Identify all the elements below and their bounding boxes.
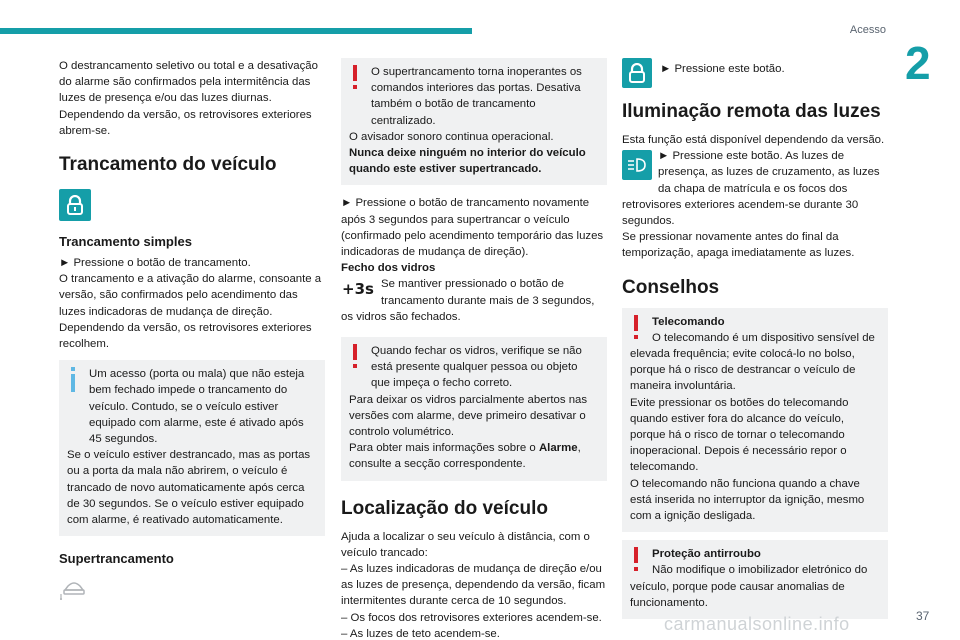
intro-paragraph: O destrancamento seletivo ou total e a desativação do alarme são confirmados pela intermitência das luzes de presença e/ou das luzes diurnas. [59,60,318,105]
column-2 [341,58,607,640]
car-locate-icon [622,58,652,88]
top-accent-bar [0,28,472,34]
heading-super-locking: Supertrancamento [59,551,174,567]
remote-text: O telecomando é um dispositivo sensível de elevada frequência; evite colocá-lo no bolso, porque há o risco de destrancar o veículo de maneira involuntária. [630,331,875,393]
page-number: 37 [916,609,930,623]
press-button-text: ► Pressione este botão. [660,63,785,75]
info-icon [67,367,79,393]
warning-windows-text-3: Para obter mais informações sobre o Alarme, consulte a secção correspondente. [349,442,581,471]
warning-icon [349,344,361,370]
simple-text: O trancamento e a ativação do alarme, consoante a versão, são confirmados pelo acendimento das luzes indicadoras de mudança de direção. [59,273,322,318]
info-box [59,360,325,536]
warning-text-2: O avisador sonoro continua operacional. [349,130,554,143]
lighting-text-2: Se pressionar novamente antes do final da temporização, apaga imediatamente as luzes. [622,231,855,260]
simple-text-2: Dependendo da versão, os retrovisores exteriores recolhem. [59,321,312,351]
info-text: Um acesso (porta ou mala) que não esteja bem fechado impede o trancamento do veículo. Contudo, se o veículo estiver equipado com alarme, este é ativado após 45 segundos. [89,368,305,446]
intro-paragraph-2: Dependendo da versão, os retrovisores exteriores abrem-se. [59,108,312,137]
windows-title: Fecho dos vidros [341,262,436,275]
lighting-text: Esta função está disponível dependendo da versão. [622,134,885,146]
locate-item: – Os focos dos retrovisores exteriores acendem-se. [341,611,602,624]
warning-text: O supertrancamento torna inoperantes os comandos interiores das portas. Desativa também o botão de trancamento centralizado. [371,66,582,127]
heading-simple-locking: Trancamento simples [59,234,192,250]
car-lock-gray-icon [59,576,89,602]
locate-item: – As luzes de teto acendem-se. [341,627,500,640]
antitheft-text: Não modifique o imobilizador eletrónico do veículo, porque pode causar anomalias de funcionamento. [630,564,868,609]
locate-text: Ajuda a localizar o seu veículo à distância, com o veículo trancado: [341,530,590,559]
antitheft-title: Proteção antirroubo [652,548,761,561]
chapter-number: 2 [905,37,931,89]
watermark: carmanualsonline.info [664,614,850,634]
remote-title: Telecomando [652,315,725,328]
warning-icon [349,65,361,91]
alarm-reference: Alarme [538,442,578,455]
warning-icon [630,547,642,573]
remote-text-2: Evite pressionar os botões do telecomando quando estiver fora do alcance do veículo, porque há o risco de tornar o telecomando inoperacional. Depois é necessário repor o telecomando. [630,396,849,474]
lighting-step: ► Pressione este botão. As luzes de presença, as luzes de cruzamento, as luzes da chapa de matrícula e os focos dos retrovisores exteriores acendem-se durante 30 segundos. [622,150,880,228]
warning-box-remote [622,308,888,533]
heading-locking: Trancamento do veículo [59,154,277,176]
warning-icon [630,315,642,341]
warning-box-supertrancamento [341,58,607,185]
warning-windows-text-2: Para deixar os vidros parcialmente abertos nas versões com alarme, deve primeiro desativar o controlo volumétrico. [349,393,588,439]
warning-windows-text: Quando fechar os vidros, verifique se não está presente qualquer pessoa ou objeto que impeça o fecho correto. [371,345,582,390]
heading-advice: Conselhos [622,276,720,298]
plus-3s-icon: +3s [342,280,374,299]
windows-text: Se mantiver pressionado o botão de trancamento durante mais de 3 segundos, os vidros são fechados. [341,278,595,323]
press-again-text: ► Pressione o botão de trancamento novamente após 3 segundos para supertrancar o veículo (confirmado pelo acendimento temporário das luzes indicadoras de mudança de direção). [341,197,604,259]
info-text-2: Se o veículo estiver destrancado, mas as portas ou a porta da mala não abrirem, o veículo é trancado de novo automaticamente após cerca de 30 segundos. Se o veículo estiver equipado com alarme, é reativado automaticamente. [67,449,311,527]
heading-locate: Localização do veículo [341,497,548,519]
simple-step: ► Pressione o botão de trancamento. [59,257,251,270]
locate-item: – As luzes indicadoras de mudança de direção e/ou as luzes de presença, dependendo da versão, ficam intermitentes durante cerca de 10 segundos. [341,563,606,608]
warning-text-3: Nunca deixe ninguém no interior do veículo quando este estiver supertrancado. [349,147,586,176]
warning-box-windows [341,337,607,481]
remote-text-3: O telecomando não funciona quando a chave está inserida no interruptor da ignição, mesmo com a ignição desligada. [630,477,865,523]
warning-box-antitheft [622,540,888,619]
lock-icon [59,189,91,221]
heading-lighting: Iluminação remota das luzes [622,101,881,122]
section-title: Acesso [849,24,886,36]
headlight-icon [622,150,652,180]
column-3 [622,58,888,623]
column-1 [59,58,325,602]
